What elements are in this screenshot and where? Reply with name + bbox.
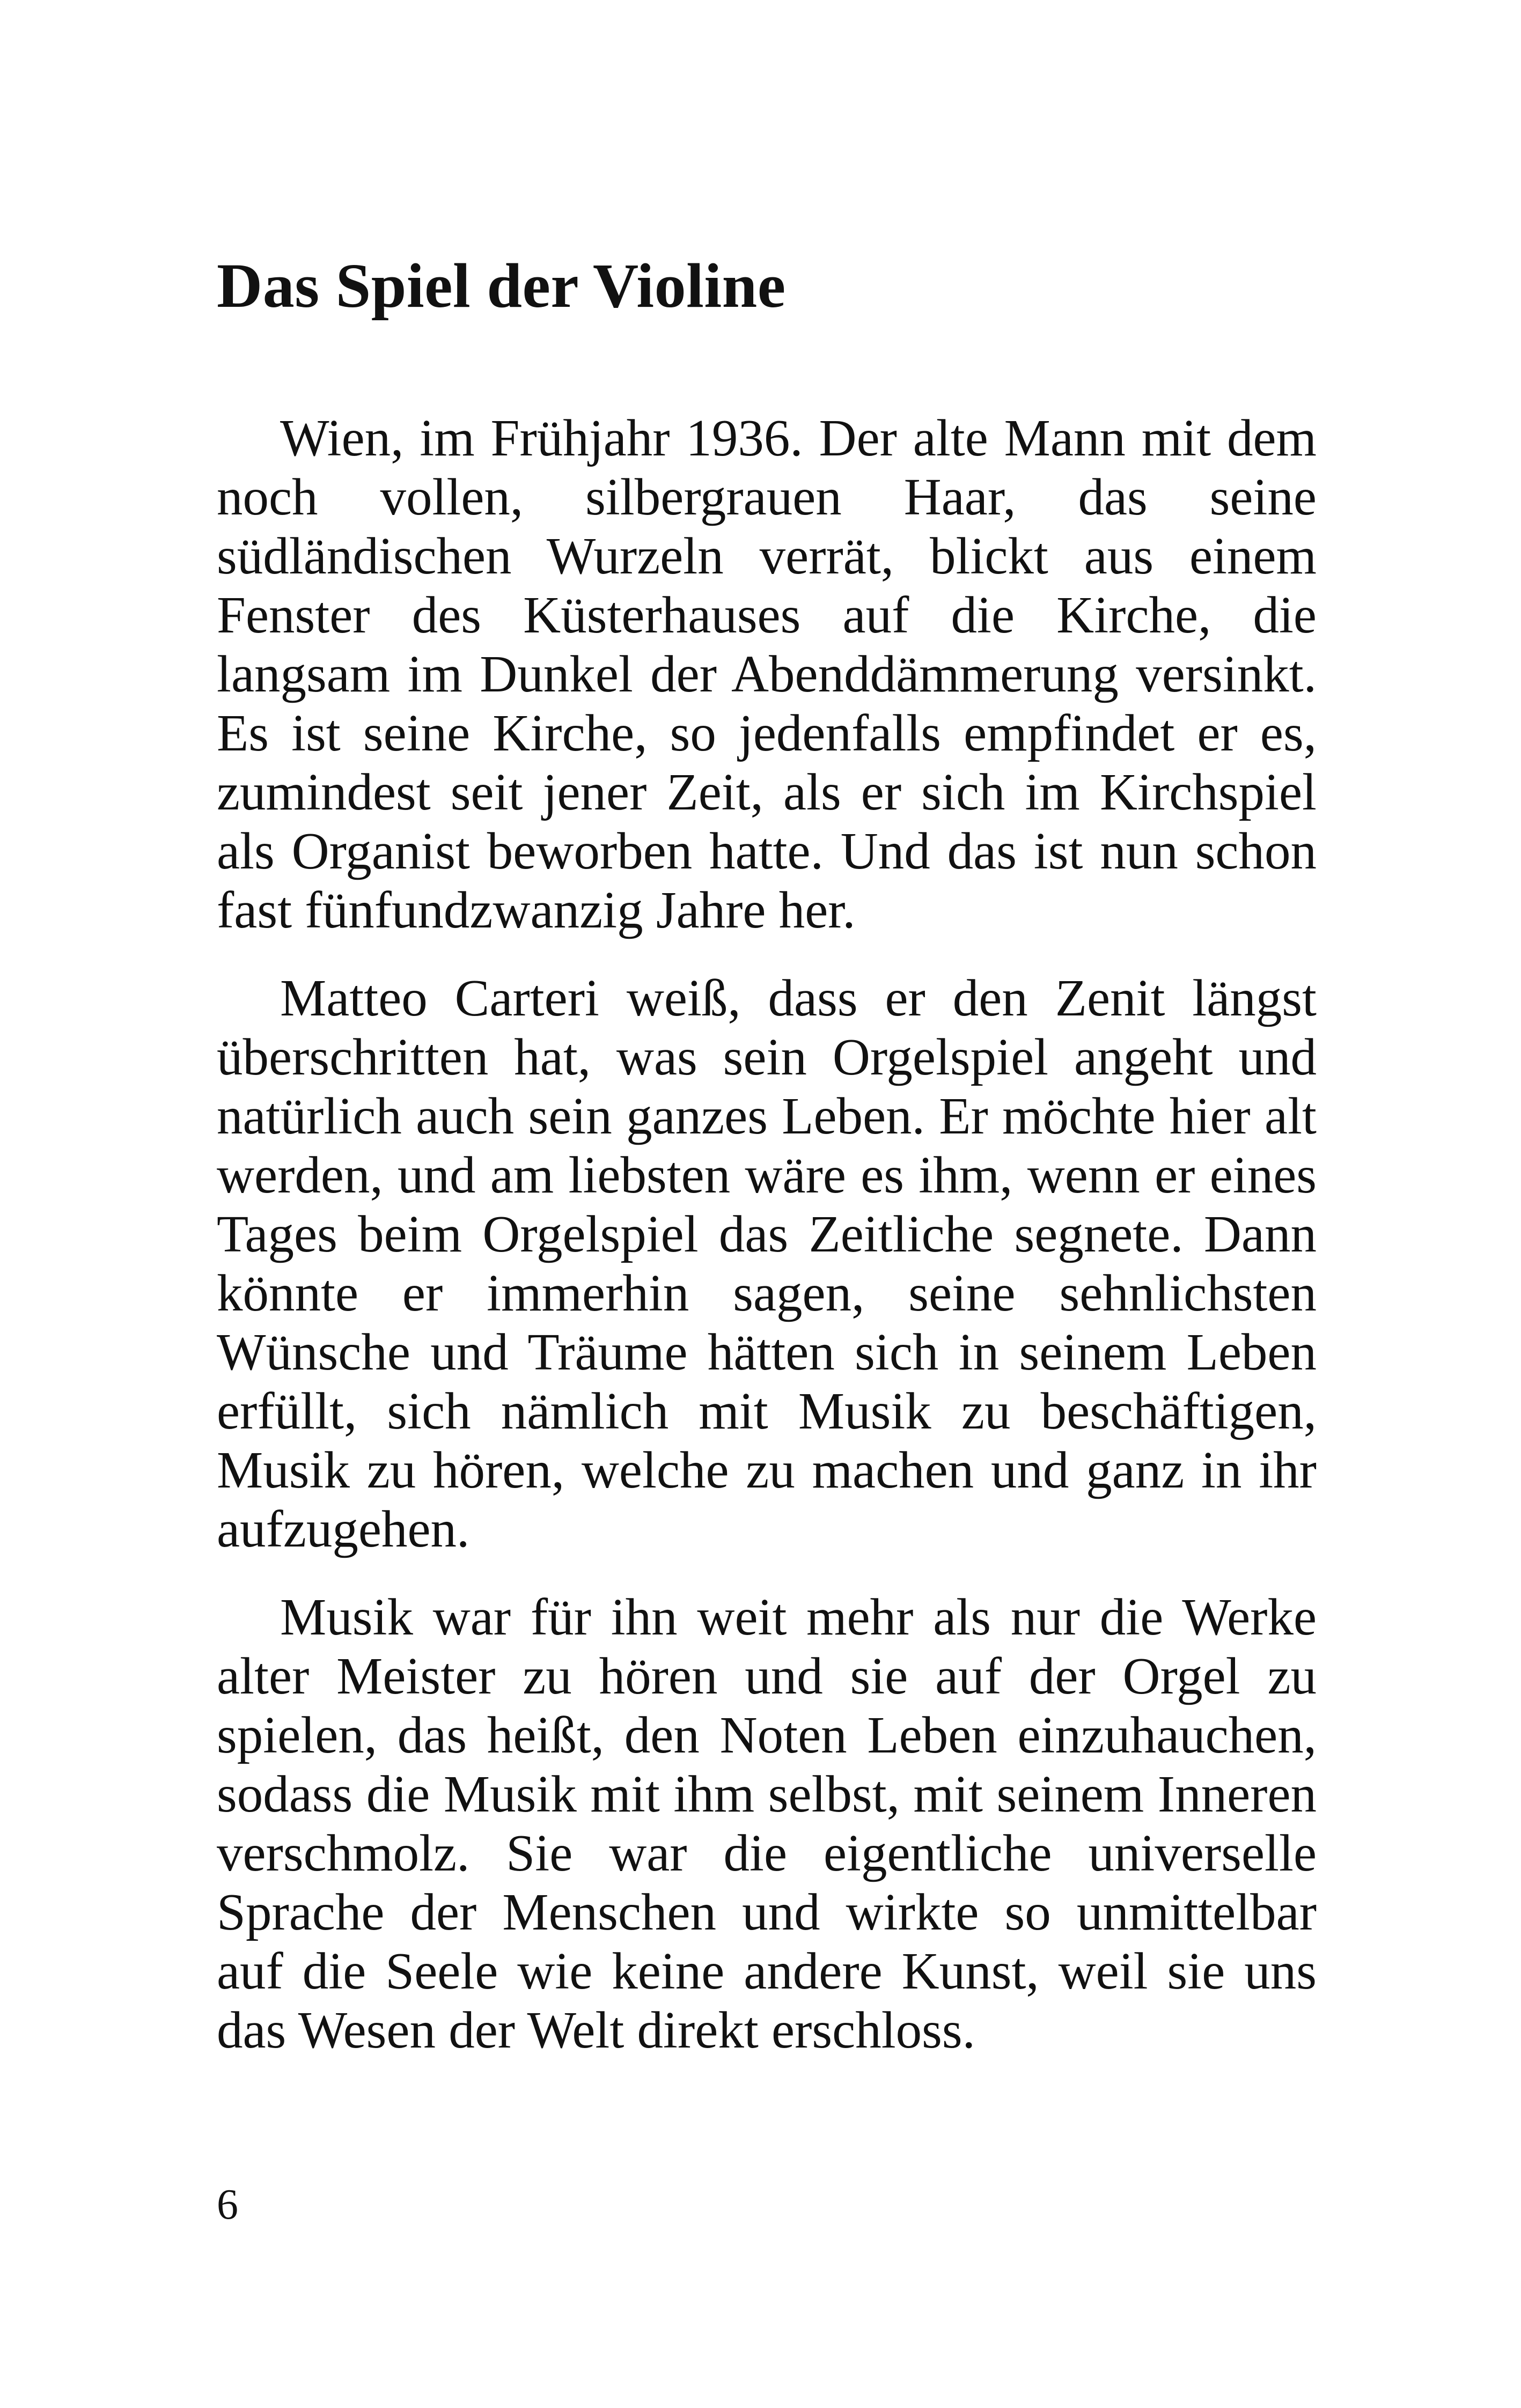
paragraph-2: Matteo Carteri weiß, dass er den Zenit längst überschritten hat, was sein Orgelspiel angeht und natürlich auch sein ganzes Leben. Er möchte hier alt werden, und am liebsten wäre es ihm, wenn er eines Tages beim Orgelspiel das Zeitliche segnete. Dann könnte er immerhin sagen, seine sehnlichsten Wünsche und Träume hätten sich in seinem Leben erfüllt, sich nämlich mit Musik zu beschäftigen, Musik zu hören, welche zu machen und ganz in ihr aufzugehen. [217,969,1317,1558]
chapter-title: Das Spiel der Violine [217,251,786,321]
paragraph-3: Musik war für ihn weit mehr als nur die Werke alter Meister zu hören und sie auf der Orgel zu spielen, das heißt, den Noten Leben einzuhauchen, sodass die Musik mit ihm selbst, mit seinem Inneren verschmolz. Sie war die eigentliche universelle Sprache der Menschen und wirkte so unmittelbar auf die Seele wie keine andere Kunst, weil sie uns das Wesen der Welt direkt erschloss. [217,1588,1317,2059]
page-number: 6 [217,2181,238,2228]
paragraph-1: Wien, im Frühjahr 1936. Der alte Mann mit dem noch vollen, silbergrauen Haar, das seine südländischen Wurzeln verrät, blickt aus einem Fenster des Küsterhauses auf die Kirche, die langsam im Dunkel der Abenddämmerung versinkt. Es ist seine Kirche, so jedenfalls empfindet er es, zumindest seit jener Zeit, als er sich im Kirchspiel als Organist beworben hatte. Und das ist nun schon fast fünfundzwanzig Jahre her. [217,409,1317,939]
chapter-body [217,409,1317,2089]
book-page [217,0,1317,2408]
